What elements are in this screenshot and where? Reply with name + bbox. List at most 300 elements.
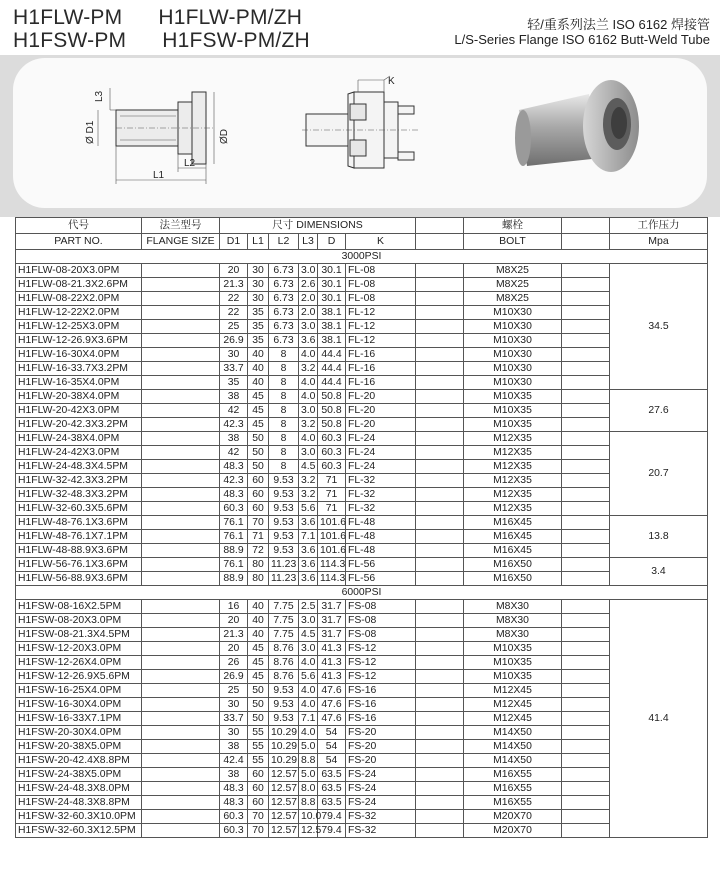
l2-cell: 9.53: [269, 502, 299, 516]
bolt-cell: M8X25: [464, 292, 562, 306]
blank-cell: [562, 558, 610, 572]
k-cell: FS-24: [346, 768, 416, 782]
blank-cell: [562, 278, 610, 292]
l3-cell: 3.6: [299, 334, 318, 348]
flange-size-cell: [142, 698, 220, 712]
l1-cell: 71: [248, 530, 269, 544]
table-row: [16, 726, 708, 740]
l3-cell: 7.1: [299, 530, 318, 544]
blank-cell: [562, 754, 610, 768]
l3-cell: 4.0: [299, 656, 318, 670]
page-header: [0, 0, 720, 58]
blank-cell: [562, 642, 610, 656]
l1-cell: 50: [248, 712, 269, 726]
l1-cell: 50: [248, 446, 269, 460]
blank-cell: [562, 698, 610, 712]
d1-cell: 26: [220, 656, 248, 670]
l3-cell: 3.0: [299, 320, 318, 334]
l2-cell: 8.76: [269, 656, 299, 670]
d-cell: 50.8: [318, 404, 346, 418]
flange-size-cell: [142, 446, 220, 460]
section-drawing: [80, 68, 240, 193]
l2-cell: 6.73: [269, 264, 299, 278]
blank-cell: [416, 390, 464, 404]
bolt-cell: M12X35: [464, 446, 562, 460]
bolt-cell: M16X55: [464, 782, 562, 796]
k-cell: FL-56: [346, 572, 416, 586]
bolt-cell: M8X30: [464, 600, 562, 614]
d1-cell: 60.3: [220, 502, 248, 516]
part-number-cell: H1FSW-16-25X4.0PM: [16, 684, 142, 698]
part-number-cell: H1FLW-16-35X4.0PM: [16, 376, 142, 390]
l1-cell: 50: [248, 684, 269, 698]
table-row: [16, 656, 708, 670]
l2-cell: 7.75: [269, 600, 299, 614]
d-cell: 31.7: [318, 628, 346, 642]
header-blank: [562, 218, 610, 234]
table-row: [16, 516, 708, 530]
d1-cell: 38: [220, 432, 248, 446]
model-title: H1FLW-PM: [13, 6, 123, 29]
flange-size-cell: [142, 768, 220, 782]
blank-cell: [562, 628, 610, 642]
model-title: H1FLW-PM/ZH: [158, 6, 303, 29]
table-row: [16, 614, 708, 628]
d-cell: 50.8: [318, 418, 346, 432]
l2-cell: 7.75: [269, 614, 299, 628]
blank-cell: [562, 544, 610, 558]
d1-cell: 48.3: [220, 782, 248, 796]
k-cell: FL-24: [346, 432, 416, 446]
k-cell: FL-16: [346, 376, 416, 390]
table-row: [16, 670, 708, 684]
blank-cell: [416, 782, 464, 796]
d-cell: 38.1: [318, 334, 346, 348]
part-number-cell: H1FLW-24-38X4.0PM: [16, 432, 142, 446]
dim-label-l2: L2: [184, 158, 196, 169]
dim-label-d: ØD: [219, 129, 230, 144]
table-row: [16, 712, 708, 726]
part-number-cell: H1FLW-12-25X3.0PM: [16, 320, 142, 334]
part-number-cell: H1FLW-32-60.3X5.6PM: [16, 502, 142, 516]
bolt-cell: M8X25: [464, 264, 562, 278]
l3-cell: 4.5: [299, 628, 318, 642]
l2-cell: 8.76: [269, 670, 299, 684]
blank-cell: [416, 264, 464, 278]
header-flange: 法兰型号: [142, 218, 220, 234]
model-title: H1FSW-PM/ZH: [162, 29, 310, 52]
l3-cell: 2.6: [299, 278, 318, 292]
part-number-cell: H1FSW-08-21.3X4.5PM: [16, 628, 142, 642]
k-cell: FL-24: [346, 446, 416, 460]
flange-size-cell: [142, 376, 220, 390]
header-blank: [416, 234, 464, 250]
d1-cell: 30: [220, 698, 248, 712]
k-cell: FL-24: [346, 460, 416, 474]
blank-cell: [562, 362, 610, 376]
blank-cell: [416, 446, 464, 460]
blank-cell: [416, 320, 464, 334]
d1-cell: 33.7: [220, 712, 248, 726]
l3-cell: 3.6: [299, 544, 318, 558]
l2-cell: 8: [269, 362, 299, 376]
d1-cell: 48.3: [220, 460, 248, 474]
table-header-row: [16, 218, 708, 234]
k-cell: FL-08: [346, 292, 416, 306]
l1-cell: 50: [248, 698, 269, 712]
part-number-cell: H1FLW-56-76.1X3.6PM: [16, 558, 142, 572]
flange-size-cell: [142, 418, 220, 432]
k-cell: FL-16: [346, 348, 416, 362]
l1-cell: 45: [248, 656, 269, 670]
header-pressure-unit: Mpa: [610, 234, 708, 250]
header-bolt: 螺栓: [464, 218, 562, 234]
d-cell: 54: [318, 726, 346, 740]
part-number-cell: H1FLW-20-38X4.0PM: [16, 390, 142, 404]
d-cell: 60.3: [318, 446, 346, 460]
part-number-cell: H1FSW-20-38X5.0PM: [16, 740, 142, 754]
pressure-cell: 41.4: [610, 600, 708, 838]
part-number-cell: H1FLW-32-48.3X3.2PM: [16, 488, 142, 502]
table-row: [16, 544, 708, 558]
part-number-cell: H1FLW-56-88.9X3.6PM: [16, 572, 142, 586]
part-number-cell: H1FLW-32-42.3X3.2PM: [16, 474, 142, 488]
bolt-cell: M10X35: [464, 418, 562, 432]
l1-cell: 70: [248, 824, 269, 838]
d-cell: 79.4: [318, 810, 346, 824]
bolt-cell: M8X30: [464, 614, 562, 628]
table-row: [16, 390, 708, 404]
subtitle-english: L/S-Series Flange ISO 6162 Butt-Weld Tube: [454, 32, 710, 47]
l2-cell: 6.73: [269, 334, 299, 348]
k-cell: FS-16: [346, 698, 416, 712]
d-cell: 44.4: [318, 376, 346, 390]
part-number-cell: H1FSW-20-30X4.0PM: [16, 726, 142, 740]
flange-size-cell: [142, 390, 220, 404]
d1-cell: 22: [220, 292, 248, 306]
l2-cell: 6.73: [269, 320, 299, 334]
model-titles-line1: [13, 6, 302, 30]
blank-cell: [416, 488, 464, 502]
l3-cell: 2.0: [299, 292, 318, 306]
d-cell: 71: [318, 502, 346, 516]
header-d: D: [318, 234, 346, 250]
table-row: [16, 264, 708, 278]
blank-cell: [562, 768, 610, 782]
d-cell: 31.7: [318, 600, 346, 614]
pressure-cell: 34.5: [610, 264, 708, 390]
d1-cell: 76.1: [220, 530, 248, 544]
header-l2: L2: [269, 234, 299, 250]
d-cell: 63.5: [318, 768, 346, 782]
l3-cell: 3.0: [299, 404, 318, 418]
bolt-cell: M10X35: [464, 642, 562, 656]
blank-cell: [562, 614, 610, 628]
subtitle-chinese: 轻/重系列法兰 ISO 6162 焊接管: [527, 17, 710, 32]
table-row: [16, 502, 708, 516]
d1-cell: 38: [220, 768, 248, 782]
spec-table: [15, 217, 708, 838]
k-cell: FS-32: [346, 824, 416, 838]
flange-size-cell: [142, 460, 220, 474]
part-number-cell: H1FLW-16-33.7X3.2PM: [16, 362, 142, 376]
table-row: [16, 698, 708, 712]
d-cell: 63.5: [318, 796, 346, 810]
d1-cell: 20: [220, 614, 248, 628]
blank-cell: [416, 670, 464, 684]
l1-cell: 40: [248, 600, 269, 614]
l2-cell: 9.53: [269, 474, 299, 488]
bolt-cell: M12X45: [464, 712, 562, 726]
flange-size-cell: [142, 516, 220, 530]
part-number-cell: H1FSW-20-42.4X8.8PM: [16, 754, 142, 768]
blank-cell: [416, 362, 464, 376]
d1-cell: 20: [220, 642, 248, 656]
l3-cell: 5.0: [299, 768, 318, 782]
k-cell: FS-16: [346, 684, 416, 698]
blank-cell: [562, 782, 610, 796]
bolt-cell: M14X50: [464, 740, 562, 754]
blank-cell: [562, 376, 610, 390]
k-cell: FL-08: [346, 264, 416, 278]
part-number-cell: H1FSW-24-38X5.0PM: [16, 768, 142, 782]
table-row: [16, 530, 708, 544]
blank-cell: [416, 376, 464, 390]
l2-cell: 9.53: [269, 712, 299, 726]
l1-cell: 60: [248, 488, 269, 502]
l2-cell: 12.57: [269, 796, 299, 810]
bolt-cell: M10X30: [464, 306, 562, 320]
l3-cell: 4.0: [299, 432, 318, 446]
l3-cell: 3.0: [299, 446, 318, 460]
product-photo: [505, 76, 645, 188]
l1-cell: 70: [248, 516, 269, 530]
l3-cell: 3.6: [299, 558, 318, 572]
l2-cell: 8: [269, 404, 299, 418]
l1-cell: 55: [248, 754, 269, 768]
l1-cell: 45: [248, 390, 269, 404]
d-cell: 44.4: [318, 362, 346, 376]
d-cell: 71: [318, 474, 346, 488]
d-cell: 101.6: [318, 544, 346, 558]
blank-cell: [562, 418, 610, 432]
l3-cell: 8.0: [299, 782, 318, 796]
part-number-cell: H1FSW-08-16X2.5PM: [16, 600, 142, 614]
bolt-cell: M8X25: [464, 278, 562, 292]
flange-size-cell: [142, 348, 220, 362]
l3-cell: 2.0: [299, 306, 318, 320]
part-number-cell: H1FSW-12-20X3.0PM: [16, 642, 142, 656]
l3-cell: 3.0: [299, 614, 318, 628]
part-number-cell: H1FLW-08-21.3X2.6PM: [16, 278, 142, 292]
d1-cell: 60.3: [220, 824, 248, 838]
d-cell: 114.3: [318, 558, 346, 572]
l1-cell: 45: [248, 642, 269, 656]
bolt-cell: M10X35: [464, 390, 562, 404]
table-row: [16, 432, 708, 446]
blank-cell: [416, 768, 464, 782]
blank-cell: [416, 474, 464, 488]
blank-cell: [416, 306, 464, 320]
flange-size-cell: [142, 544, 220, 558]
k-cell: FS-24: [346, 782, 416, 796]
table-row: [16, 334, 708, 348]
bolt-cell: M10X30: [464, 320, 562, 334]
d-cell: 54: [318, 740, 346, 754]
l1-cell: 40: [248, 376, 269, 390]
l1-cell: 72: [248, 544, 269, 558]
flange-size-cell: [142, 278, 220, 292]
table-row: [16, 460, 708, 474]
d1-cell: 26.9: [220, 334, 248, 348]
bolt-cell: M14X50: [464, 726, 562, 740]
blank-cell: [416, 460, 464, 474]
d1-cell: 21.3: [220, 628, 248, 642]
blank-cell: [562, 726, 610, 740]
part-number-cell: H1FLW-16-30X4.0PM: [16, 348, 142, 362]
d-cell: 38.1: [318, 306, 346, 320]
d1-cell: 38: [220, 740, 248, 754]
part-number-cell: H1FSW-16-33X7.1PM: [16, 712, 142, 726]
flange-size-cell: [142, 432, 220, 446]
part-number-cell: H1FSW-32-60.3X12.5PM: [16, 824, 142, 838]
d-cell: 114.3: [318, 572, 346, 586]
blank-cell: [416, 292, 464, 306]
dim-label-l1: L1: [153, 170, 165, 181]
l2-cell: 8: [269, 460, 299, 474]
l3-cell: 3.0: [299, 264, 318, 278]
header-l3: L3: [299, 234, 318, 250]
table-row: [16, 362, 708, 376]
l2-cell: 10.29: [269, 740, 299, 754]
flange-size-cell: [142, 530, 220, 544]
table-row: [16, 600, 708, 614]
d-cell: 41.3: [318, 670, 346, 684]
k-cell: FS-12: [346, 670, 416, 684]
d1-cell: 42.3: [220, 418, 248, 432]
bolt-cell: M10X35: [464, 404, 562, 418]
blank-cell: [562, 670, 610, 684]
flange-size-cell: [142, 740, 220, 754]
flange-size-cell: [142, 292, 220, 306]
pressure-cell: 3.4: [610, 558, 708, 586]
flange-size-cell: [142, 810, 220, 824]
k-cell: FS-20: [346, 754, 416, 768]
blank-cell: [416, 656, 464, 670]
flange-size-cell: [142, 726, 220, 740]
part-number-cell: H1FLW-48-88.9X3.6PM: [16, 544, 142, 558]
part-number-cell: H1FLW-48-76.1X3.6PM: [16, 516, 142, 530]
table-row: [16, 418, 708, 432]
bolt-cell: M10X30: [464, 348, 562, 362]
blank-cell: [562, 824, 610, 838]
flange-size-cell: [142, 824, 220, 838]
pressure-cell: 13.8: [610, 516, 708, 558]
k-cell: FL-12: [346, 306, 416, 320]
l2-cell: 11.23: [269, 558, 299, 572]
table-row: [16, 684, 708, 698]
l3-cell: 2.5: [299, 600, 318, 614]
blank-cell: [562, 712, 610, 726]
table-row: [16, 754, 708, 768]
l2-cell: 7.75: [269, 628, 299, 642]
blank-cell: [562, 432, 610, 446]
d1-cell: 42.3: [220, 474, 248, 488]
d-cell: 79.4: [318, 824, 346, 838]
blank-cell: [416, 544, 464, 558]
d-cell: 54: [318, 754, 346, 768]
blank-cell: [416, 698, 464, 712]
blank-cell: [416, 754, 464, 768]
d-cell: 71: [318, 488, 346, 502]
part-number-cell: H1FLW-12-26.9X3.6PM: [16, 334, 142, 348]
k-cell: FL-56: [346, 558, 416, 572]
section-label: 3000PSI: [16, 250, 708, 264]
k-cell: FL-12: [346, 334, 416, 348]
d-cell: 101.6: [318, 516, 346, 530]
part-number-cell: H1FLW-20-42.3X3.2PM: [16, 418, 142, 432]
bolt-cell: M10X30: [464, 334, 562, 348]
l2-cell: 8: [269, 446, 299, 460]
table-row: [16, 292, 708, 306]
d1-cell: 76.1: [220, 516, 248, 530]
table-row: [16, 824, 708, 838]
k-cell: FL-32: [346, 502, 416, 516]
blank-cell: [416, 614, 464, 628]
table-header-row: [16, 234, 708, 250]
l3-cell: 8.8: [299, 754, 318, 768]
d1-cell: 30: [220, 348, 248, 362]
l3-cell: 3.2: [299, 488, 318, 502]
table-row: [16, 642, 708, 656]
l1-cell: 35: [248, 306, 269, 320]
part-number-cell: H1FSW-32-60.3X10.0PM: [16, 810, 142, 824]
d-cell: 30.1: [318, 292, 346, 306]
bolt-cell: M12X45: [464, 698, 562, 712]
blank-cell: [416, 684, 464, 698]
bolt-cell: M16X50: [464, 558, 562, 572]
bolt-cell: M10X35: [464, 656, 562, 670]
l1-cell: 40: [248, 628, 269, 642]
blank-cell: [562, 572, 610, 586]
d-cell: 47.6: [318, 684, 346, 698]
d1-cell: 88.9: [220, 544, 248, 558]
blank-cell: [562, 530, 610, 544]
flange-size-cell: [142, 362, 220, 376]
l2-cell: 9.53: [269, 488, 299, 502]
blank-cell: [562, 264, 610, 278]
l2-cell: 8: [269, 418, 299, 432]
bolt-cell: M12X35: [464, 488, 562, 502]
l1-cell: 40: [248, 362, 269, 376]
blank-cell: [416, 530, 464, 544]
l1-cell: 45: [248, 418, 269, 432]
header-flange-size: FLANGE SIZE: [142, 234, 220, 250]
header-bolt-en: BOLT: [464, 234, 562, 250]
header-d1: D1: [220, 234, 248, 250]
l3-cell: 5.6: [299, 502, 318, 516]
l2-cell: 8: [269, 348, 299, 362]
header-blank: [562, 234, 610, 250]
table-row: [16, 572, 708, 586]
l2-cell: 12.57: [269, 782, 299, 796]
d1-cell: 42.4: [220, 754, 248, 768]
part-number-cell: H1FLW-12-22X2.0PM: [16, 306, 142, 320]
part-number-cell: H1FLW-24-42X3.0PM: [16, 446, 142, 460]
d1-cell: 33.7: [220, 362, 248, 376]
l1-cell: 60: [248, 502, 269, 516]
blank-cell: [416, 712, 464, 726]
